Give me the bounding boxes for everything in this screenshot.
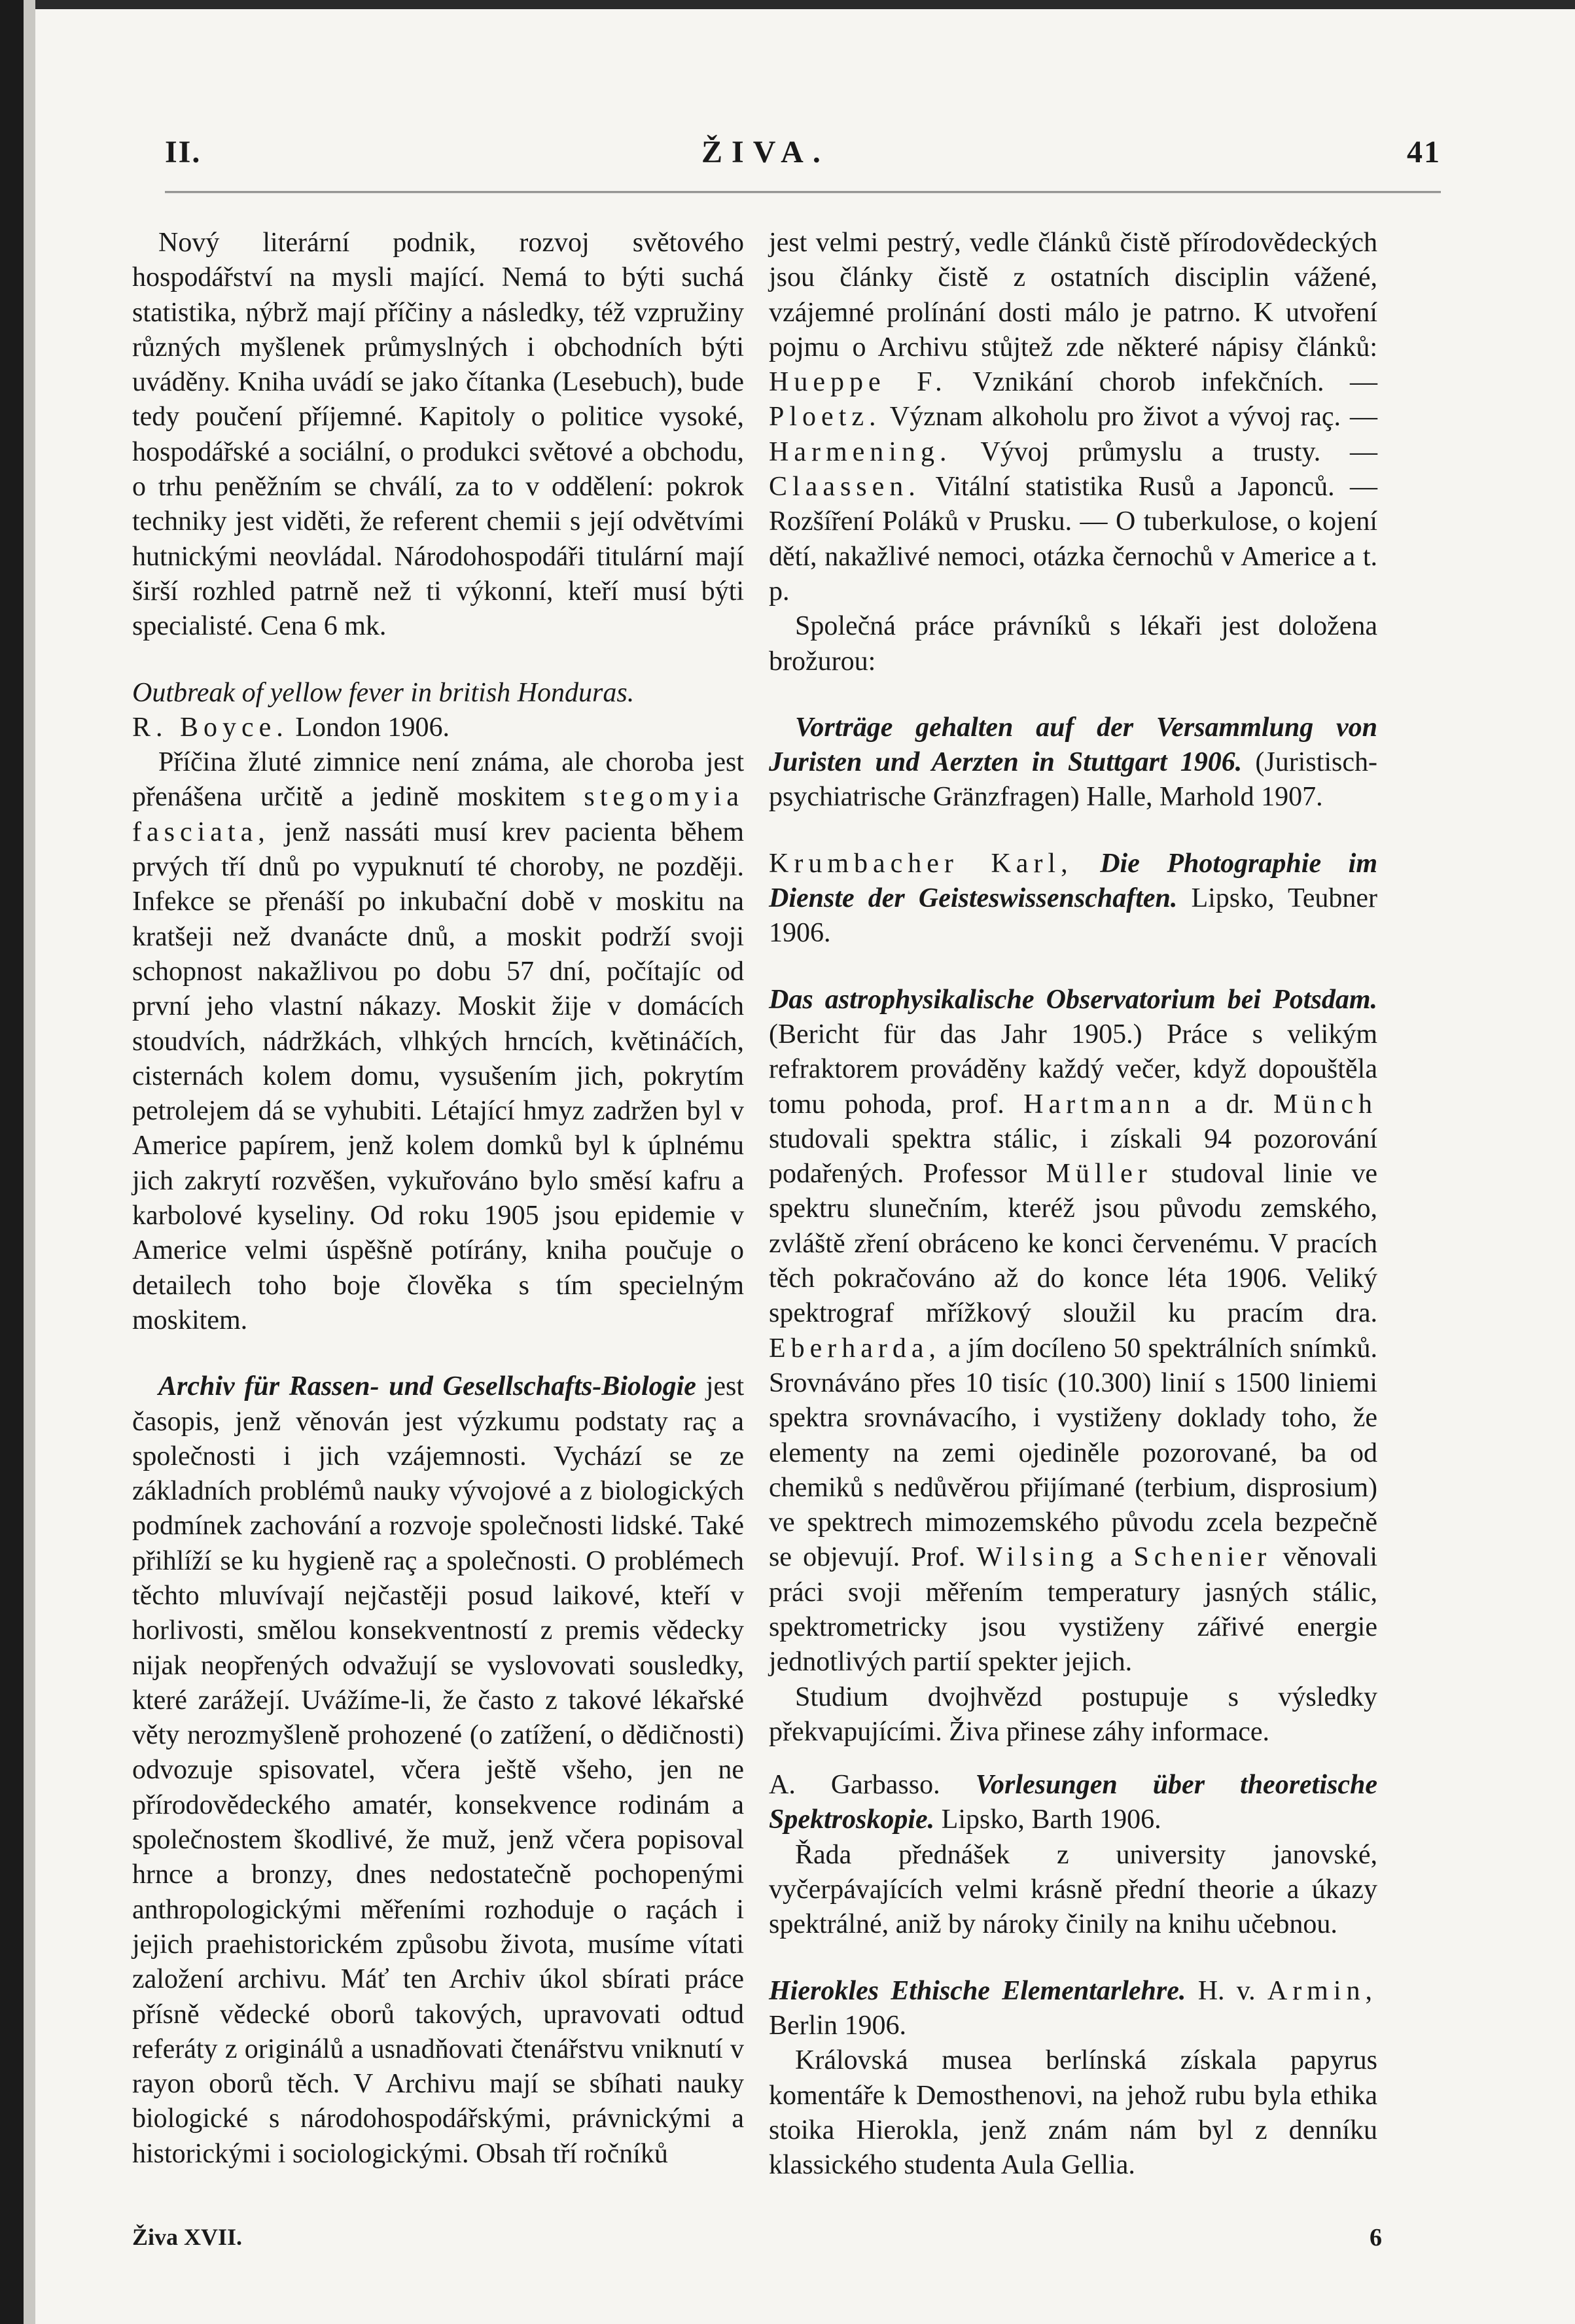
entry-publication: (Juristisch-psychiatrische Gränzfragen) Halle, Marhold 1907. xyxy=(769,747,1378,813)
left-column xyxy=(132,226,744,2172)
person-name: Müller xyxy=(1046,1159,1152,1189)
person-name: Eberharda, xyxy=(769,1333,942,1364)
author-name: Ploetz. xyxy=(769,402,881,432)
person-name: Schenier xyxy=(1133,1542,1272,1573)
entry-author: Krumbacher Karl, xyxy=(769,848,1073,879)
text-segment: Význam alkoholu pro život a vývoj raç. — xyxy=(889,402,1378,432)
paragraph-yellow-fever xyxy=(132,745,744,1338)
entry-title: Vorlesungen über theoretische Spektroskopie. xyxy=(769,1770,1378,1835)
entry-title: Hierokles Ethische Elementarlehre. xyxy=(769,1975,1186,2006)
text-segment: jest časopis, jenž věnován jest výzkumu podstaty raç a společnosti i jich vzájemnosti. Vychází se ze základních problémů nauky vývojové a z biologických podmínek zachování a rozvoje společnosti lidské. Také přihlíží se ku hygieně raç a společnosti. O problémech těchto mluvívají nejčastěji posud laikové, kteří v horlivosti, smělou konsekventností z premis vědecky nijak neopřených odvažují se vyslovovati sousledky, které zarážejí. Uvážíme-li, že často z takové lékařské věty nerozmyšleně prohozené (o zatížení, o dědičnosti) odvozuje spisovatel, včera ještě všeho, jen ne přírodovědeckého amatér, konsekvence rodinám a společnostem škodlivé, že muž, jenž včera popisoval hrnce a bronzy, dnes nedostatečně pochopenými anthropologickými měřeními rozhoduje o raçách i jejich praehistorickém způsobu života, musíme vítati založení archivu. Máť ten Archiv úkol sbírati práce přísně vědecké oborů takových, upravovati odtud referáty z originálů a usnadňovati čtenářstvu vniknutí v rayon oborů těch. V Archivu mají se sbíhati nauky biologické s národohospodářskými, právnickými a historickými i sociologickými. Obsah tří ročníků xyxy=(132,1371,745,2169)
entry-yellow-fever xyxy=(132,676,744,746)
text-segment: Vznikání chorob infekčních. — xyxy=(972,367,1377,398)
entry-publication: Lipsko, Teubner 1906. xyxy=(769,883,1377,949)
footer-sheet-number: 6 xyxy=(1370,2224,1382,2251)
entry-title: Das astrophysikalische Observatorium bei Potsdam. xyxy=(769,984,1377,1015)
author-name: Claassen. xyxy=(769,472,921,502)
text-segment: jest velmi pestrý, vedle článků čistě přírodovědeckých jsou články čistě z ostatních disciplin vážené, vzájemné prolínání dosti málo je patrno. K utvoření pojmu o Archivu stůjtež zde některé nápisy článků: xyxy=(769,228,1377,362)
entry-author-surname: Armin, xyxy=(1267,1975,1378,2006)
species-name: stegomyia fasciata, xyxy=(132,782,744,847)
right-column xyxy=(769,226,1377,2183)
entry-title: Die Photographie im Dienste der Geisteswissenschaften. xyxy=(769,848,1378,914)
person-name: Hartmann xyxy=(1023,1089,1176,1119)
entry-title: Archiv für Rassen- und Gesellschafts-Biologie xyxy=(158,1371,696,1402)
entry-publication: Lipsko, Barth 1906. xyxy=(941,1805,1161,1835)
entry-publication: London 1906. xyxy=(295,712,450,743)
text-segment: a jím docíleno 50 spektrálních snímků. Srovnáváno přes 10 tisíc (10.300) linií s 1500 liniemi spektra srovnávacího, i vystiženy doklady toho, že elementy na zemi ojediněle pozorované, ba od chemiků s nedůvěrou přijímané (terbium, disprosium) ve spektrech mimozemského původu zcela bezpečně se objevují. Prof. xyxy=(769,1333,1378,1573)
entry-krumbacher xyxy=(769,847,1377,951)
header-rule xyxy=(165,191,1441,193)
text-segment: Příčina žluté zimnice není známa, ale choroba jest přenášena určitě a jedině moskitem xyxy=(132,747,744,813)
text-segment: věnovali práci svoji měřením temperatury jasných stálic, spektrometricky jsou vystiženy zářivé energie jednotlivých partií spekter jejich. xyxy=(769,1542,1378,1678)
journal-title: ŽIVA. xyxy=(701,135,830,169)
entry-hierokles xyxy=(769,1974,1377,2044)
person-name: Münch xyxy=(1273,1089,1378,1119)
entry-publication: Berlin 1906. xyxy=(769,2010,906,2041)
entry-author: R. Boyce. xyxy=(132,712,289,743)
paragraph-archiv-contents xyxy=(769,226,1377,609)
entry-author: A. Garbasso. xyxy=(769,1770,940,1801)
volume-number: II. xyxy=(165,135,202,169)
entry-vortraege xyxy=(769,711,1377,815)
text-segment: studovali spektra stálic, i získali 94 pozorování podařených. Professor xyxy=(769,1123,1377,1189)
paragraph-lawyers: Společná práce právníků s lékaři jest doložena brožurou: xyxy=(769,611,1377,677)
text-segment: a dr. xyxy=(1194,1089,1254,1119)
text-segment: studoval linie ve spektru slunečním, kteréž jsou původu zemského, zvláště zření obráceno ke konci červenému. V pracích těch pokračováno až do konce léta 1906. Veliký spektrograf mřížkový sloužil ku pracím dra. xyxy=(769,1159,1377,1329)
entry-title: Outbreak of yellow fever in british Honduras. xyxy=(132,677,635,708)
scan-gutter xyxy=(24,0,35,2324)
text-segment: (Bericht für das Jahr 1905.) Práce s velikým refraktorem prováděny každý večer, když dopouštěla tomu pohoda, prof. xyxy=(769,1019,1377,1119)
paragraph-hierokles: Královská musea berlínská získala papyrus komentáře k Demosthenovi, na jehož rubu byla ethika stoika Hierokla, jenž znám nám byl z denníku klassického studenta Aula Gellia. xyxy=(769,2045,1377,2181)
paragraph-garbasso: Řada přednášek z university janovské, vyčerpávajících velmi krásně přední theorie a úkazy spektrálné, aniž by nároky činily na knihu učebnou. xyxy=(769,1839,1377,1940)
paragraph-double-stars: Studium dvojhvězd postupuje s výsledky překvapujícími. Živa přinese záhy informace. xyxy=(769,1681,1377,1747)
entry-author: H. v. xyxy=(1197,1975,1256,2006)
paragraph-economy-book: Nový literární podnik, rozvoj světového hospodářství na mysli mající. Nemá to býti suchá statistika, nýbrž mají příčiny a následky, též vzpružiny různých myšlenek průmyslných i obchodních býti uváděny. Kniha uvádí se jako čítanka (Lesebuch), bude tedy poučení příjemné. Kapitoly o politice vysoké, hospodářské a sociální, o produkci světové a obchodu, o trhu peněžním se chválí, za to v oddělení: pokrok techniky jest viděti, že referent chemii s její odvětvími hutnickými neovládal. Národohospodáři titulární mají širší rozhled patrně než ti výkonní, kteří musí býti specialisté. Cena 6 mk. xyxy=(132,228,744,642)
entry-garbasso xyxy=(769,1768,1377,1838)
page-header xyxy=(165,134,1441,180)
text-segment: Vývoj průmyslu a trusty. — xyxy=(980,436,1377,467)
scan-top-border xyxy=(0,0,1575,9)
scan-left-border xyxy=(0,0,24,2324)
entry-title: Vorträge gehalten auf der Versammlung von Juristen und Aerzten in Stuttgart 1906. xyxy=(769,712,1377,778)
text-segment: Vitální statistika Rusů a Japonců. — Rozšíření Poláků v Prusku. — O tuberkulose, o kojení dětí, nakažlivé nemoci, otázka černochů v Americe a t. p. xyxy=(769,472,1377,607)
text-segment: a xyxy=(1110,1542,1123,1573)
text-segment: jenž nassáti musí krev pacienta během prvých tří dnů po vypuknutí té choroby, ne později. Infekce se přenáší po inkubační době v moskitu na kratšeji než dvanácte dnů, a moskit podrží svoji schopnost nakažlivou po dobu 57 dní, počítajíc od první jeho vlastní nákazy. Moskit žije v domácích stoudvích, nádržkách, vlhkých hrncích, květináčích, cisternách kolem domu, vysušením jich, pokrytím petrolejem dá se vyhubiti. Létající hmyz zadržen byl v Americe papírem, jenž kolem domků byl k úplnému jich zakrytí rozvěšen, vykuřováno bylo směsí kafru a karbolové kyseliny. Od roku 1905 jsou epidemie v Americe velmi úspěšně potírány, kniha poučuje o detailech toho boje člověka s tím specielným moskitem. xyxy=(132,817,744,1335)
author-name: Harmening. xyxy=(769,436,952,467)
page-number: 41 xyxy=(1407,135,1441,169)
entry-archiv-rassen xyxy=(132,1369,744,2172)
page-footer xyxy=(132,2223,1382,2262)
author-name: Hueppe F. xyxy=(769,367,947,398)
entry-potsdam xyxy=(769,983,1377,1680)
person-name: Wilsing xyxy=(976,1542,1099,1573)
footer-signature: Živa XVII. xyxy=(132,2224,243,2250)
